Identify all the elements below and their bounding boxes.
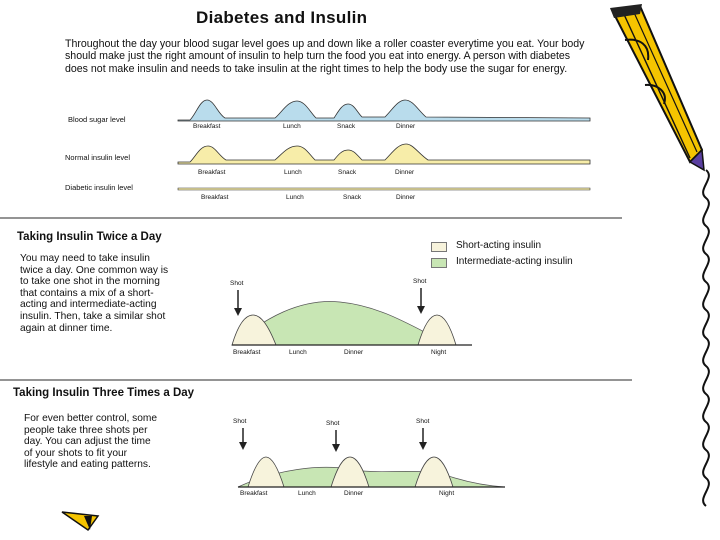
- row-label-normal-insulin: Normal insulin level: [65, 153, 131, 162]
- meal-label: Dinner: [396, 123, 416, 130]
- time-label: Lunch: [289, 349, 307, 356]
- legend-swatch-intermediate: [431, 258, 447, 268]
- meal-label: Snack: [338, 169, 357, 176]
- shot-label: Shot: [416, 418, 430, 425]
- time-label: Night: [431, 349, 447, 356]
- legend-label-short: Short-acting insulin: [456, 240, 542, 251]
- meal-label: Snack: [343, 194, 362, 201]
- time-label: Dinner: [344, 349, 364, 356]
- three-chart: [238, 428, 505, 487]
- meal-label: Lunch: [286, 194, 304, 201]
- three-heading: Taking Insulin Three Times a Day: [13, 387, 195, 399]
- time-label: Night: [439, 490, 455, 497]
- shot-label: Shot: [230, 280, 244, 287]
- meal-label: Snack: [337, 123, 356, 130]
- twice-text: You may need to take insulin twice a day. One common way is to take one shot in the morning that contains a mix of a short-acting and intermediate-acting insulin. Then, take a similar shot again at dinner time.: [20, 253, 169, 334]
- shot-label: Shot: [233, 418, 247, 425]
- time-label: Breakfast: [240, 490, 268, 497]
- normal-insulin-curve: [178, 144, 590, 164]
- time-label: Lunch: [298, 490, 316, 497]
- diabetic-insulin-line: [178, 188, 590, 190]
- row-label-blood-sugar: Blood sugar level: [68, 115, 126, 124]
- meal-label: Dinner: [396, 194, 416, 201]
- meal-label: Breakfast: [193, 123, 221, 130]
- meal-label: Breakfast: [198, 169, 226, 176]
- shot-label: Shot: [326, 420, 340, 427]
- time-label: Breakfast: [233, 349, 261, 356]
- twice-heading: Taking Insulin Twice a Day: [17, 231, 162, 243]
- meal-label: Lunch: [284, 169, 302, 176]
- intro-paragraph: Throughout the day your blood sugar level goes up and down like a roller coaster everytime you eat. Your body should make just the right amount of insulin to help turn the food you eat into energy. A person with diabetes does not make insulin and needs to take insulin at the right times to help the body use the sugar for energy.: [65, 38, 585, 75]
- pencil-tip-icon: [62, 512, 98, 530]
- scroll-border-decoration: [703, 170, 709, 506]
- shot-label: Shot: [413, 278, 427, 285]
- meal-label: Breakfast: [201, 194, 229, 201]
- row-label-diabetic-insulin: Diabetic insulin level: [65, 183, 133, 192]
- meal-label: Dinner: [395, 169, 415, 176]
- legend-swatch-short: [431, 242, 447, 252]
- three-text: For even better control, some people take three shots per day. You can adjust the time of your shots to fit your lifestyle and eating patterns.: [24, 413, 158, 471]
- meal-label: Lunch: [283, 123, 301, 130]
- pencil-icon: [610, 4, 704, 170]
- twice-chart: [232, 288, 472, 345]
- blood-sugar-curve: [178, 100, 590, 121]
- time-label: Dinner: [344, 490, 364, 497]
- page-title: Diabetes and Insulin: [196, 8, 368, 27]
- legend-label-intermediate: Intermediate-acting insulin: [456, 256, 573, 267]
